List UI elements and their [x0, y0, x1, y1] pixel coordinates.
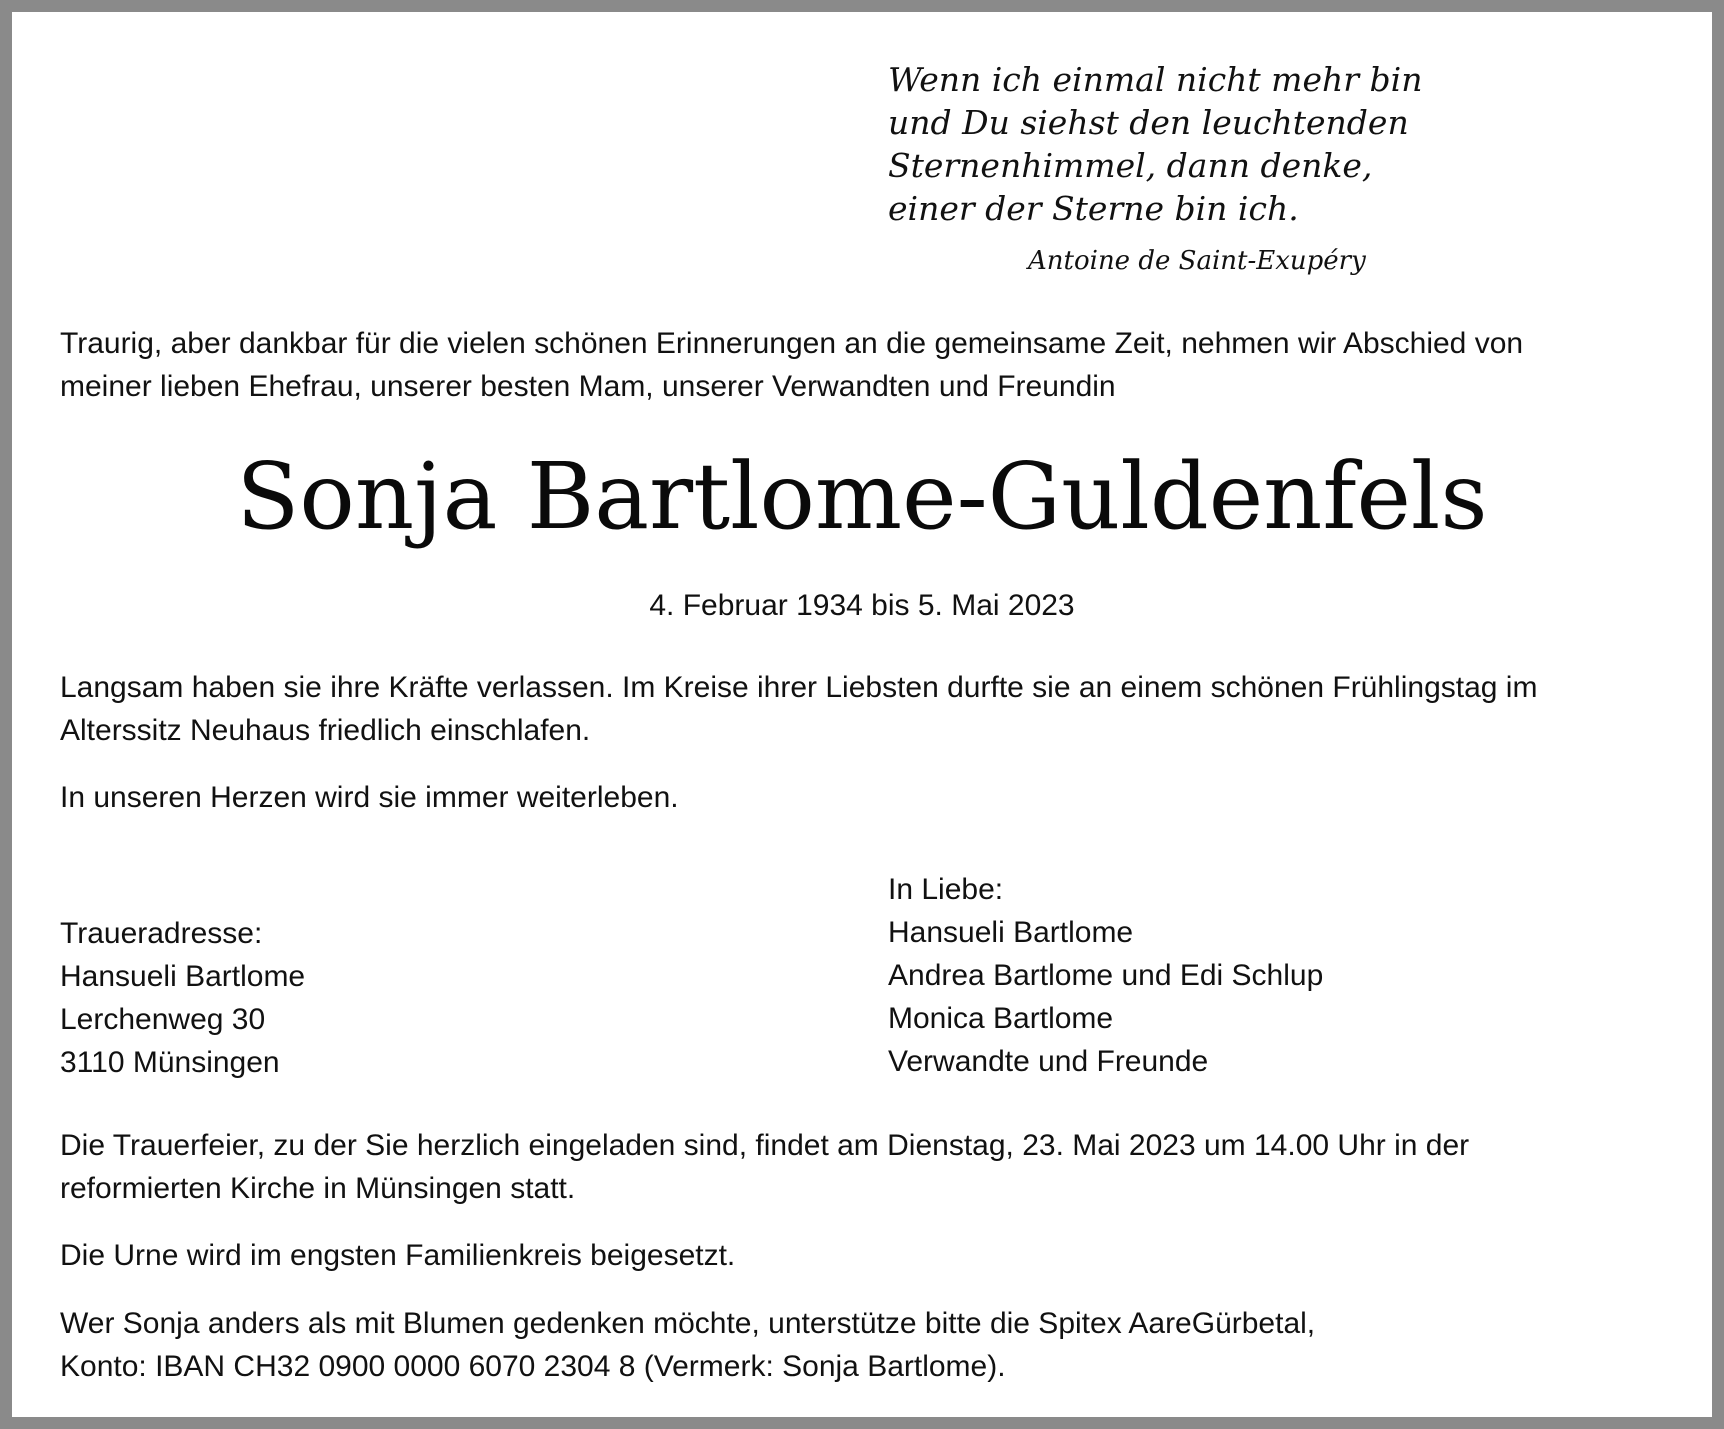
mourning-address-street: Lerchenweg 30	[60, 1003, 266, 1036]
donation-paragraph	[60, 1302, 1662, 1388]
deceased-name: Sonja Bartlome-Guldenfels	[236, 443, 1488, 550]
ceremony-line: Die Trauerfeier, zu der Sie herzlich eingeladen sind, findet am Dienstag, 23. Mai 2023 um 14.00 Uhr in der	[60, 1129, 1470, 1162]
in-love-label: In Liebe:	[888, 873, 1004, 906]
passing-line: Alterssitz Neuhaus friedlich einschlafen.	[60, 714, 591, 747]
quote-block	[888, 58, 1422, 230]
mourning-address	[60, 912, 305, 1084]
mourner-name: Monica Bartlome	[888, 1002, 1114, 1035]
memory-paragraph: In unseren Herzen wird sie immer weiterleben.	[60, 781, 679, 814]
ceremony-paragraph	[60, 1124, 1662, 1210]
urn-paragraph: Die Urne wird im engsten Familienkreis beigesetzt.	[60, 1239, 736, 1272]
donation-line: Wer Sonja anders als mit Blumen gedenken möchte, unterstütze bitte die Spitex AareGürbetal,	[60, 1307, 1316, 1340]
donation-line: Konto: IBAN CH32 0900 0000 6070 2304 8 (Vermerk: Sonja Bartlome).	[60, 1350, 1006, 1383]
intro-paragraph	[60, 322, 1662, 408]
mourning-address-label: Traueradresse:	[60, 917, 263, 950]
mourner-name: Hansueli Bartlome	[888, 916, 1134, 949]
in-love-block	[888, 868, 1323, 1083]
intro-line: meiner lieben Ehefrau, unserer besten Mam, unserer Verwandten und Freundin	[60, 370, 1116, 403]
intro-line: Traurig, aber dankbar für die vielen schönen Erinnerungen an die gemeinsame Zeit, nehmen wir Abschied von	[60, 327, 1524, 360]
quote-line: Sternenhimmel, dann denke,	[888, 146, 1373, 185]
mourner-name: Andrea Bartlome und Edi Schlup	[888, 959, 1324, 992]
mourner-name: Verwandte und Freunde	[888, 1045, 1209, 1078]
ceremony-line: reformierten Kirche in Münsingen statt.	[60, 1172, 576, 1205]
mourning-address-city: 3110 Münsingen	[60, 1046, 280, 1079]
quote-line: einer der Sterne bin ich.	[888, 189, 1299, 228]
quote-line: Wenn ich einmal nicht mehr bin	[888, 60, 1423, 99]
quote-line: und Du siehst den leuchtenden	[888, 103, 1409, 142]
obituary-notice	[12, 12, 1712, 1417]
passing-line: Langsam haben sie ihre Kräfte verlassen. Im Kreise ihrer Liebsten durfte sie an einem schönen Frühlingstag im	[60, 671, 1538, 704]
life-dates: 4. Februar 1934 bis 5. Mai 2023	[649, 589, 1075, 622]
mourning-address-name: Hansueli Bartlome	[60, 960, 306, 993]
quote-author: Antoine de Saint-Exupéry	[1028, 246, 1366, 276]
passing-paragraph	[60, 666, 1662, 752]
